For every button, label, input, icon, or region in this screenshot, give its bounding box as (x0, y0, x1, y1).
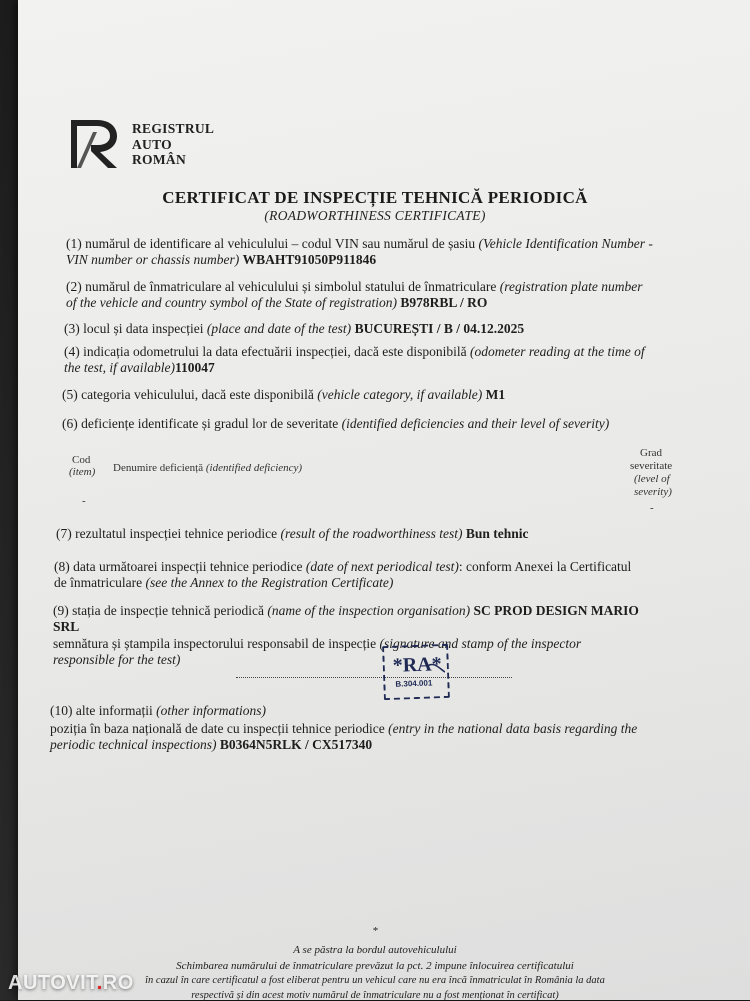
item-9-line-3: semnătura și ștampila inspectorului responsabil de inspecție (signature and stamp of the inspector (53, 636, 582, 651)
item-2-line-2: of the vehicle and country symbol of the State of registration) B978RBL / RO (66, 295, 488, 310)
footer-line-2: Schimbarea numărului de înmatriculare prevăzut la pct. 2 impune înlocuirea certificatului (176, 960, 574, 972)
odometer-value: 110047 (174, 360, 215, 375)
registration-value: B978RBL / RO (400, 295, 488, 310)
rar-logo-icon (67, 118, 125, 170)
footer-asterisk: * (372, 925, 378, 937)
item-6-line: (6) deficiențe identificate și gradul lor de severitate (identified deficiencies and their level of severity) (62, 416, 610, 431)
table-col-level: (level of (634, 473, 670, 485)
item-8-line-2: de înmatriculare (see the Annex to the Registration Certificate) (54, 575, 394, 590)
table-col-deficiency: Denumire deficiență (identified deficiency) (113, 462, 303, 474)
certificate-paper (18, 0, 750, 1000)
item-10-line-2: poziția în baza națională de date cu inspecții tehnice periodice (entry in the national data basis regarding the (50, 721, 638, 736)
signature-line (236, 676, 512, 678)
table-empty-cod: - (82, 495, 86, 507)
item-9-line-2: SRL (53, 619, 80, 634)
national-db-value: B0364N5RLK / CX517340 (219, 737, 373, 752)
logo-text (132, 121, 214, 168)
document-title: CERTIFICAT DE INSPECȚIE TEHNICĂ PERIODICĂ (162, 188, 588, 207)
place-date-value: BUCUREȘTI / B / 04.12.2025 (354, 321, 525, 336)
footer-line-3: în cazul în care certificatul a fost eliberat pentru un vehicul care nu era încă înmatriculat în România la data (145, 975, 605, 986)
table-col-grad: Grad (640, 447, 662, 459)
station-value: SC PROD DESIGN MARIO (473, 603, 639, 618)
footer-line-1: A se păstra la bordul autovehiculului (293, 944, 457, 956)
vin-value: WBAHT91050P911846 (242, 252, 377, 267)
stamp-logo-icon (386, 648, 445, 682)
item-1-line-2: VIN number or chassis number) WBAHT91050P911846 (66, 252, 377, 267)
item-8-line-1: (8) data următoarei inspecții tehnice periodice (date of next periodical test): conform Anexei la Certificatul (54, 559, 632, 574)
inspector-stamp (382, 644, 450, 700)
table-col-severity: severity) (634, 486, 672, 498)
item-9-line-4: responsible for the test) (53, 652, 181, 667)
logo-line-3: ROMÂN (132, 152, 186, 167)
table-empty-grad: - (650, 502, 654, 514)
logo-line-2: AUTO (132, 136, 172, 152)
item-5-line: (5) categoria vehiculului, dacă este disponibilă (vehicle category, if available) M1 (62, 387, 506, 402)
item-4-line-1: (4) indicația odometrului la data efectuării inspecției, dacă este disponibilă (odometer reading at the time of (64, 344, 645, 359)
item-7-line: (7) rezultatul inspecției tehnice periodice (result of the roadworthiness test) Bun tehnic (56, 526, 529, 541)
table-col-cod-en: (item) (69, 466, 96, 478)
result-value: Bun tehnic (465, 526, 529, 541)
item-2-line-1: (2) numărul de înmatriculare al vehiculului și simbolul statului de înmatriculare (registration plate number (66, 279, 643, 294)
item-4-line-2: the test, if available)110047 (64, 360, 215, 375)
item-1-line-1: (1) numărul de identificare al vehiculului – codul VIN sau numărul de șasiu (Vehicle Identification Number - (66, 236, 653, 251)
stamp-code: B.304.001 (395, 678, 433, 689)
footer-line-4: respectivă și din acest motiv numărul de înmatriculare nu a fost menționat în certificat) (191, 990, 559, 1001)
table-col-cod: Cod (72, 454, 91, 466)
item-9-line-1: (9) stația de inspecție tehnică periodică (name of the inspection organisation) SC PROD DESIGN MARIO (53, 603, 639, 618)
svg-text:*RA*: *RA* (392, 653, 443, 677)
document-subtitle: (ROADWORTHINESS CERTIFICATE) (264, 208, 486, 223)
item-10-line-3: periodic technical inspections) B0364N5RLK / CX517340 (50, 737, 373, 752)
item-10-line-1: (10) alte informații (other informations) (50, 703, 266, 718)
logo-line-1: REGISTRUL (132, 121, 215, 136)
item-3-line: (3) locul și data inspecției (place and date of the test) BUCUREȘTI / B / 04.12.2025 (64, 321, 525, 336)
category-value: M1 (485, 387, 506, 402)
autovit-watermark: AUTOVIT.RO (8, 972, 134, 994)
table-col-severitate: severitate (630, 460, 673, 472)
